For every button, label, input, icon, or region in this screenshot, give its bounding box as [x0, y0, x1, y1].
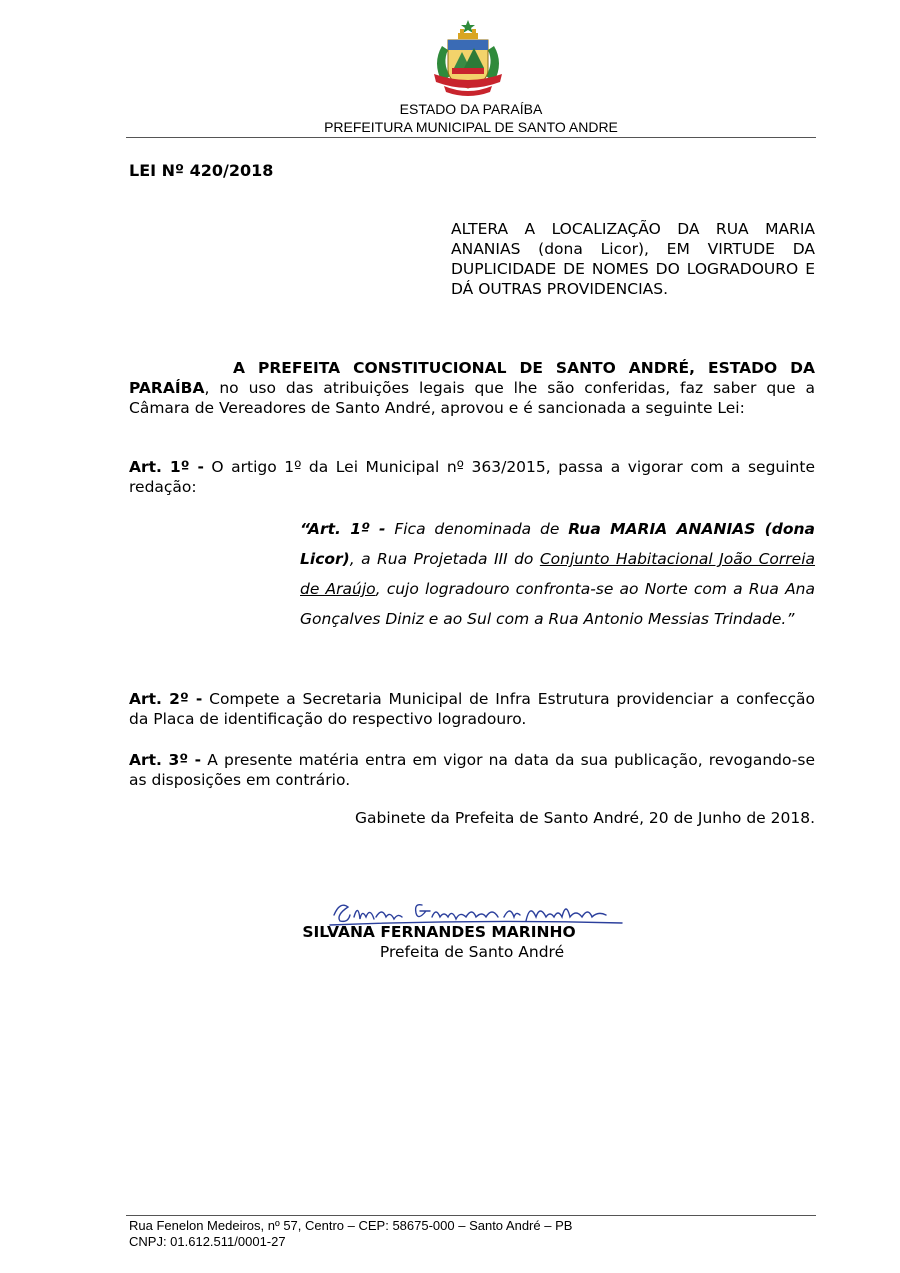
quote-street: Rua MARIA ANANIAS (dona Licor): [300, 520, 815, 568]
article-2: [129, 689, 815, 729]
article-1: [129, 457, 815, 497]
preamble-text: , no uso das atribuições legais que lhe são conferidas, faz saber que a Câmara de Vereadores de Santo André, aprovou e é sancionada a seguinte Lei:: [129, 379, 815, 417]
footer-address: Rua Fenelon Medeiros, nº 57, Centro – CEP: 58675-000 – Santo André – PB: [129, 1218, 573, 1233]
quote-conjunto: Conjunto Habitacional João Correia de Araújo: [300, 550, 816, 598]
article-3: [129, 750, 815, 790]
article-2-label: Art. 2º -: [129, 690, 203, 708]
preamble-bold: A PREFEITA CONSTITUCIONAL DE SANTO ANDRÉ, ESTADO DA PARAÍBA: [129, 359, 815, 397]
signatory-name: SILVANA FERNANDES MARINHO: [302, 923, 576, 941]
signatory-role: Prefeita de Santo André: [379, 943, 565, 961]
quote-text-1: Fica denominada de: [385, 520, 569, 538]
date-line: Gabinete da Prefeita de Santo André, 20 de Junho de 2018.: [355, 809, 815, 827]
preamble: [129, 358, 815, 418]
header-municipality: PREFEITURA MUNICIPAL DE SANTO ANDRE: [324, 119, 618, 135]
ementa: ALTERA A LOCALIZAÇÃO DA RUA MARIA ANANIAS (dona Licor), EM VIRTUDE DA DUPLICIDADE DE NOMES DO LOGRADOURO E DÁ OUTRAS PROVIDENCIAS.: [451, 220, 815, 298]
article-3-text: A presente matéria entra em vigor na data da sua publicação, revogando-se as disposições em contrário.: [129, 751, 815, 789]
header-divider: [126, 137, 816, 138]
coat-of-arms-logo: [428, 18, 508, 100]
article-1-quote: [300, 514, 815, 634]
header-state: ESTADO DA PARAÍBA: [399, 101, 543, 117]
quote-text-2: , a Rua Projetada III do: [349, 550, 540, 568]
article-3-label: Art. 3º -: [129, 751, 202, 769]
footer-cnpj: CNPJ: 01.612.511/0001-27: [129, 1234, 286, 1249]
footer-divider: [126, 1215, 816, 1216]
article-1-text: O artigo 1º da Lei Municipal nº 363/2015, passa a vigorar com a seguinte redação:: [129, 458, 815, 496]
quote-text-3: , cujo logradouro confronta-se ao Norte com a Rua Ana Gonçalves Diniz e ao Sul com a Rua Antonio Messias Trindade.”: [300, 580, 815, 628]
article-2-text: Compete a Secretaria Municipal de Infra Estrutura providenciar a confecção da Placa de identificação do respectivo logradouro.: [129, 690, 815, 728]
quote-label: “Art. 1º -: [300, 520, 386, 538]
law-title: LEI Nº 420/2018: [129, 161, 274, 180]
article-1-label: Art. 1º -: [129, 458, 204, 476]
